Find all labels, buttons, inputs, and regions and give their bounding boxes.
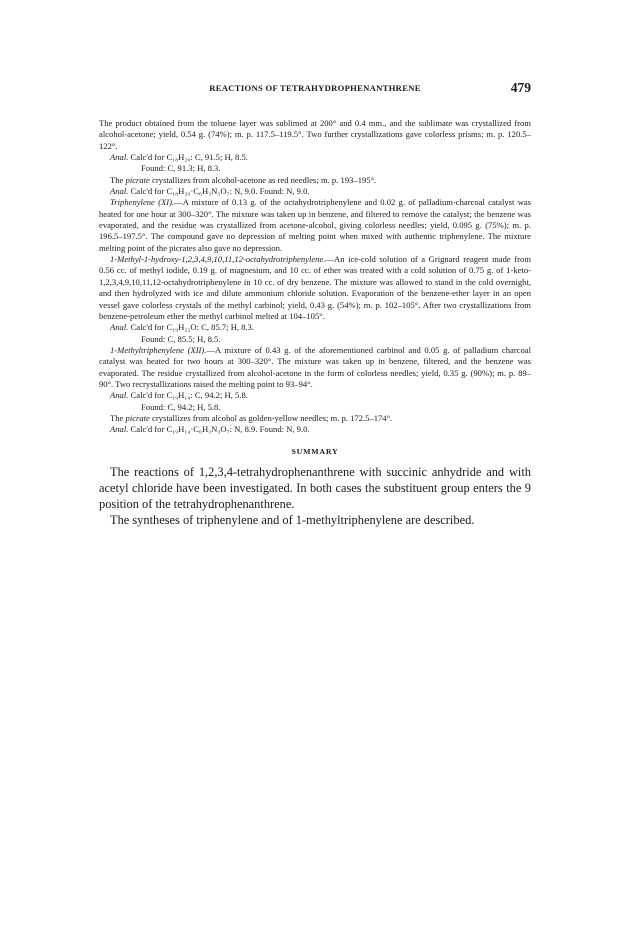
- summary-paragraph: The reactions of 1,2,3,4-tetrahydrophenanthrene with succinic anhydride and with acetyl chloride have been investigated. In both cases the substituent group enters the 9 position of the tetrahydrophenanthrene.: [99, 464, 531, 511]
- analysis-calc: Calc'd for C₁₉H₁₄: C, 94.2; H, 5.8.: [128, 390, 248, 401]
- analysis-line: [99, 186, 531, 197]
- page-header: [99, 80, 531, 98]
- analysis-calc: Calc'd for C₁₉H₂₂O: C, 85.7; H, 8.3.: [128, 322, 255, 333]
- paragraph-picrate: The picrate crystallizes from alcohol-acetone as red needles; m. p. 193–195°.: [110, 174, 377, 185]
- analysis-found: Found: C, 94.2; H, 5.8.: [141, 401, 221, 412]
- picrate-term: picrate: [125, 412, 150, 423]
- summary-text: [99, 464, 531, 528]
- compound-title: Triphenylene (XI).: [110, 197, 175, 208]
- analysis-label: Anal.: [110, 186, 129, 197]
- analysis-line: [99, 322, 531, 333]
- analysis-label: Anal.: [110, 424, 129, 435]
- compound-title: 1-Methyltriphenylene (XII).: [110, 344, 207, 355]
- compound-title: 1-Methyl-1-hydroxy-1,2,3,4,9,10,11,12-octahydrotriphenylene.: [110, 254, 326, 265]
- analysis-line: [99, 152, 531, 163]
- paragraph-picrate: The picrate crystallizes from alcohol as golden-yellow needles; m. p. 172.5–174°.: [110, 412, 393, 423]
- experimental-text: [99, 118, 531, 436]
- analysis-label: Anal.: [110, 390, 129, 401]
- picrate-term: picrate: [125, 174, 150, 185]
- paragraph-methyltriphenylene: 1-Methyltriphenylene (XII).—A mixture of 0.43 g. of the aforementioned carbinol and 0.05 g. of palladium charcoal catalyst was heated for two hours at 300–320°. The mixture was taken up in benzene, filtered, and the benzene was evaporated. The residue crystallized from alcohol-acetone in the form of colorless needles; yield, 0.35 g. (90%); m. p. 89–90°. Two recrystallizations raised the melting point to 93–94°.: [99, 344, 531, 389]
- paragraph-methyl-carbinol: 1-Methyl-1-hydroxy-1,2,3,4,9,10,11,12-octahydrotriphenylene.—An ice-cold solution of a Grignard reagent made from 0.56 cc. of methyl iodide, 0.19 g. of magnesium, and 10 cc. of ether was treated with a cold solution of 0.75 g. of 1-keto-1,2,3,4,9,10,11,12-octahydrotriphenylene in 10 cc. of dry benzene. The mixture was allowed to stand in the cold overnight, and then hydrolyzed with ice and dilute ammonium chloride solution. Evaporation of the benzene-ether layer in an open vessel gave colorless crystals of the methyl carbinol; yield, 0.43 g. (54%); m. p. 102–105°. After two crystallizations from benzene-petroleum ether the methyl carbinol melted at 104–105°.: [99, 254, 531, 321]
- analysis-label: Anal.: [110, 322, 129, 333]
- analysis-found: Found: C, 91.3; H, 8.3.: [141, 163, 221, 174]
- summary-paragraph: The syntheses of triphenylene and of 1-methyltriphenylene are described.: [110, 512, 475, 527]
- paragraph-product: The product obtained from the toluene layer was sublimed at 200° and 0.4 mm., and the sublimate was crystallized from alcohol-acetone; yield, 0.54 g. (74%); m. p. 117.5–119.5°. Two further crystallizations gave colorless prisms; m. p. 120.5–122°.: [99, 118, 531, 151]
- page-number: 479: [510, 80, 531, 95]
- summary-heading: SUMMARY: [291, 446, 339, 456]
- analysis-calc: Calc'd for C₁₈H₂₀·C₆H₃N₃O₇: N, 9.0. Found: N, 9.0.: [128, 186, 310, 197]
- analysis-calc: Calc'd for C₁₉H₁₄·C₆H₃N₃O₇: N, 8.9. Found: N, 9.0.: [128, 424, 310, 435]
- journal-page: [99, 80, 531, 528]
- paragraph-triphenylene: Triphenylene (XI).—A mixture of 0.13 g. of the octahydrotriphenylene and 0.02 g. of palladium-charcoal catalyst was heated for one hour at 300–320°. The mixture was taken up in benzene, and filtered to remove the catalyst; the benzene was evaporated, and the residue was crystallized from acetone-alcohol, giving colorless needles; yield, 0.095 g. (75%); m. p. 196.5–197.5°. The compound gave no depression of melting point when mixed with authentic triphenylene. The mixture melting point of the picrates also gave no depression.: [99, 197, 531, 253]
- analysis-found: Found: C, 85.5; H, 8.5.: [141, 333, 221, 344]
- analysis-calc: Calc'd for C₁₈H₂₀: C, 91.5; H, 8.5.: [128, 152, 248, 163]
- running-head: REACTIONS OF TETRAHYDROPHENANTHRENE: [209, 83, 421, 93]
- analysis-line: [99, 390, 531, 401]
- analysis-line: [99, 424, 531, 435]
- analysis-label: Anal.: [110, 152, 129, 163]
